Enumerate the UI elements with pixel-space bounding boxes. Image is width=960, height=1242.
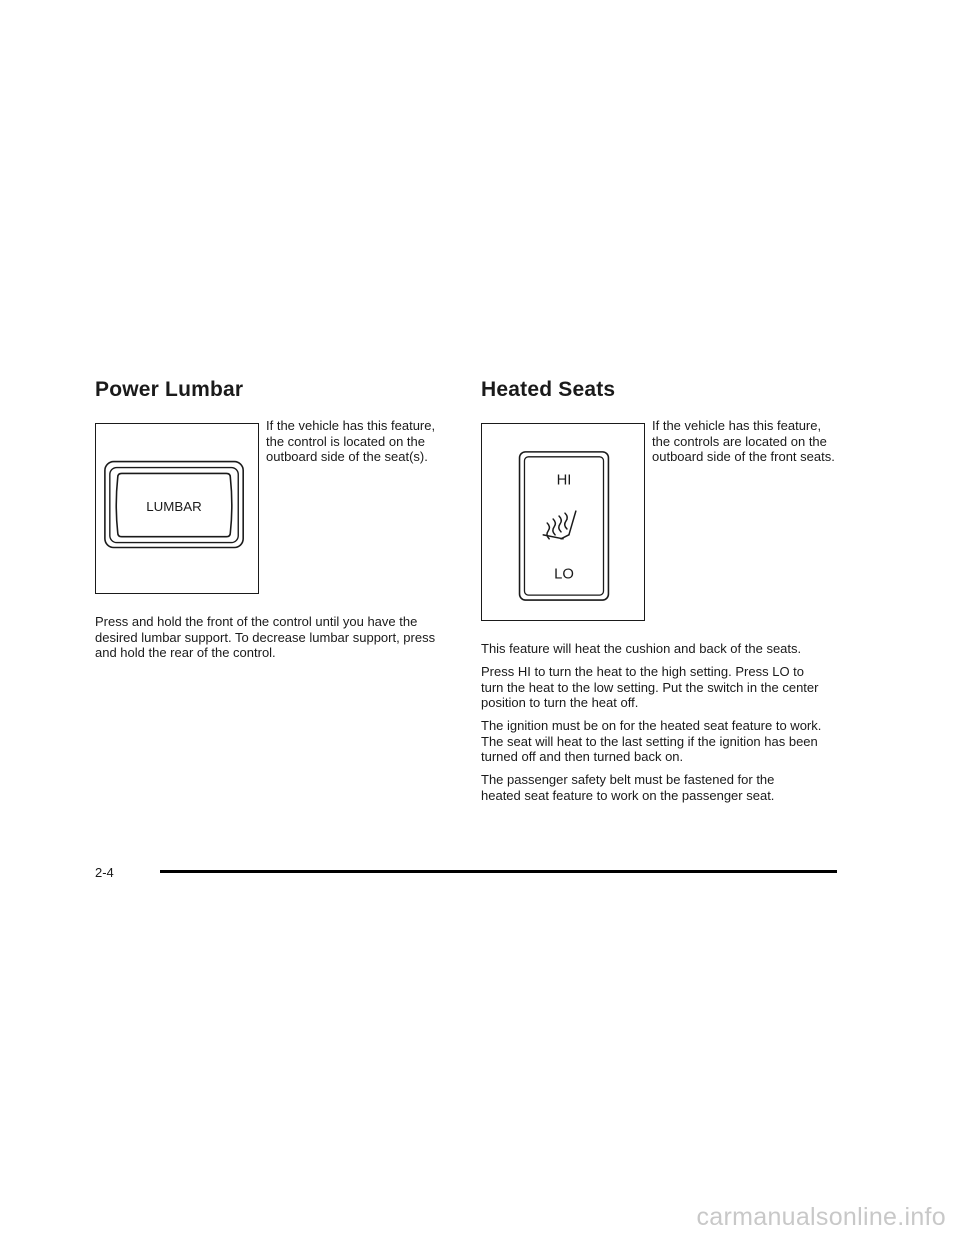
lumbar-control-figure [95,423,259,594]
heated-seat-switch-illustration [482,424,644,620]
lumbar-label: LUMBAR [146,498,202,514]
lumbar-switch-illustration [96,424,258,593]
power-lumbar-body: Press and hold the front of the control until you have the desired lumbar support. To decrease lumbar support, press and hold the rear of the control. [95,614,436,661]
heated-seats-paragraph-4: The passenger safety belt must be fastened for the heated seat feature to work on the passenger seat. [481,772,775,803]
hi-label: HI [556,472,572,489]
heated-seats-paragraph-3: The ignition must be on for the heated seat feature to work. The seat will heat to the last setting if the ignition has been turned off and then turned back on. [481,718,822,765]
footer-rule [160,870,837,873]
heated-seats-paragraph-2: Press HI to turn the heat to the high setting. Press LO to turn the heat to the low setting. Put the switch in the center position to turn the heat off. [481,664,819,711]
heated-seats-intro: If the vehicle has this feature, the controls are located on the outboard side of the front seats. [652,418,835,465]
power-lumbar-intro: If the vehicle has this feature, the control is located on the outboard side of the seat(s). [266,418,436,465]
heated-seat-icon [543,511,576,539]
power-lumbar-heading: Power Lumbar [95,378,244,401]
heated-seats-heading: Heated Seats [481,378,616,401]
heated-seat-control-figure [481,423,645,621]
heated-seats-paragraph-1: This feature will heat the cushion and back of the seats. [481,641,802,656]
lo-label: LO [554,566,574,583]
page-number: 2-4 [95,865,114,880]
watermark: carmanualsonline.info [696,1203,946,1231]
